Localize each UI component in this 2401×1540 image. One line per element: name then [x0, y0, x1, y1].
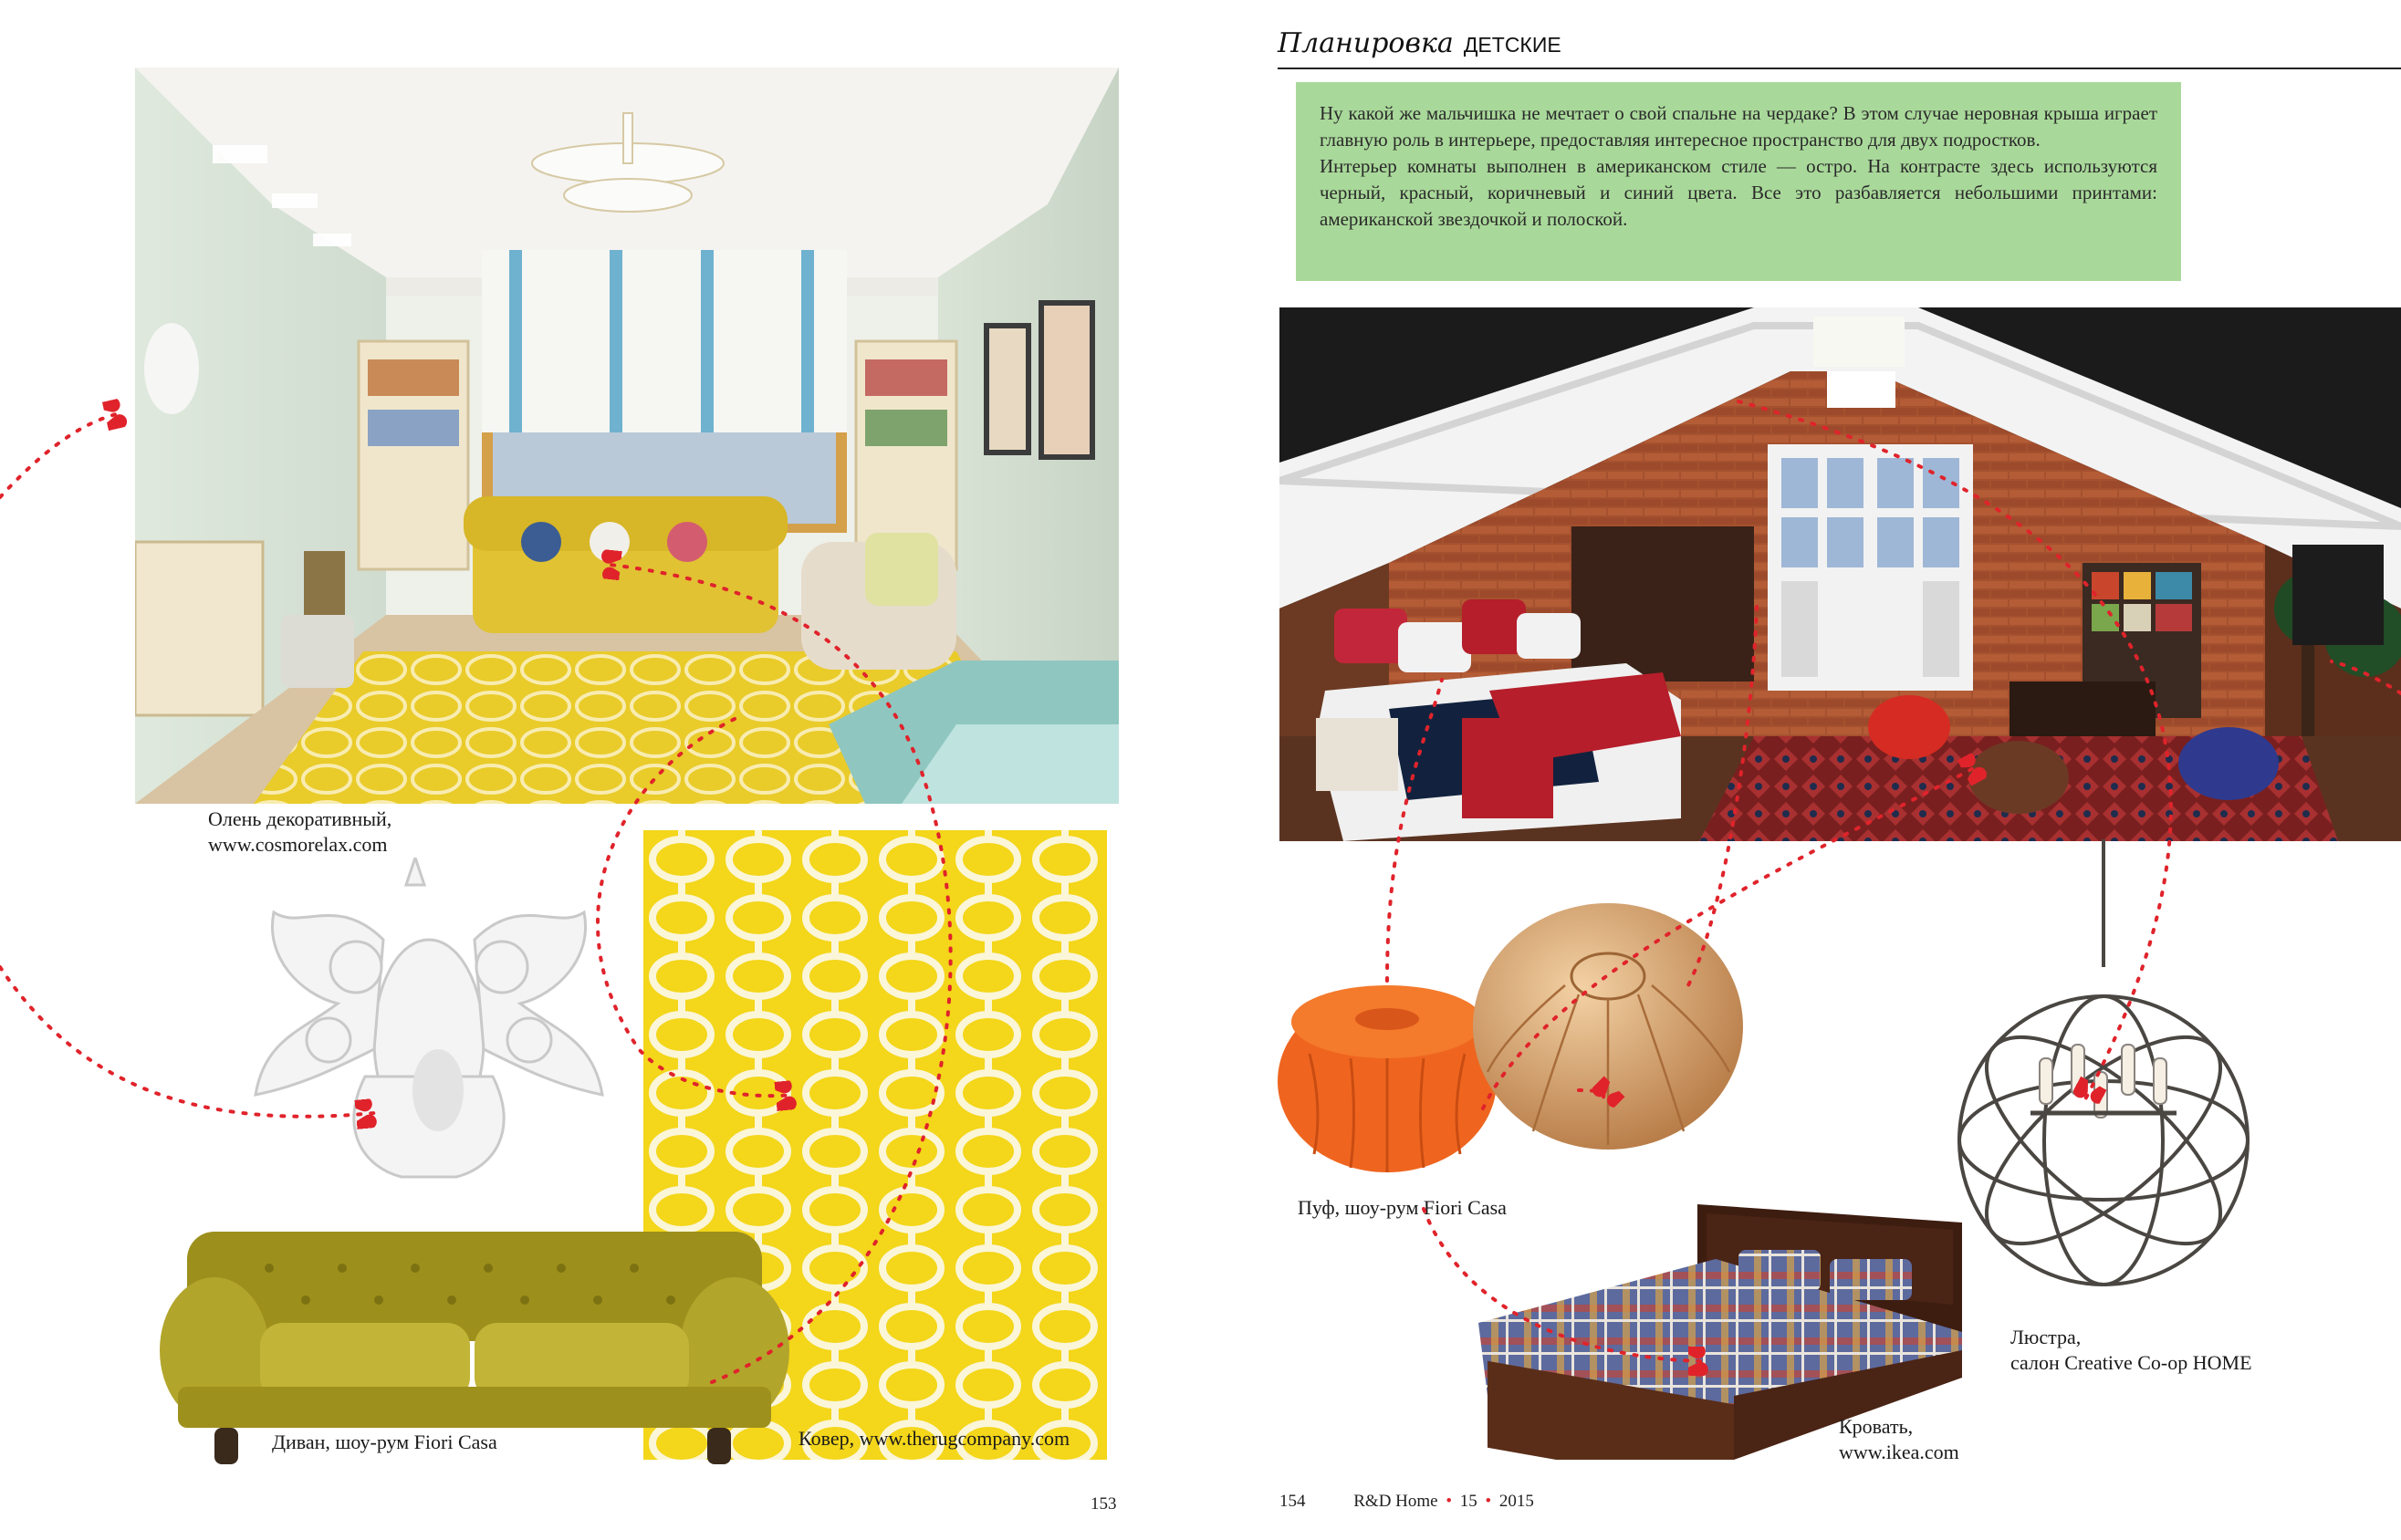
chandelier-caption	[2010, 1325, 2375, 1376]
deer-caption-line2: www.cosmorelax.com	[208, 833, 388, 856]
pouf-caption: Пуф, шоу-рум Fiori Casa	[1298, 1196, 1507, 1219]
girls-room-photo	[135, 68, 1119, 804]
intro-box	[1296, 82, 2181, 281]
issue-number: 15	[1459, 1492, 1477, 1511]
orange-pouf-image	[1273, 953, 1501, 1181]
gold-pouf-image	[1469, 899, 1748, 1154]
footer-separator-1: •	[1446, 1492, 1453, 1511]
bed-caption-line2: www.ikea.com	[1839, 1441, 1959, 1463]
intro-text	[1320, 100, 2157, 233]
arrow-deer-wall	[0, 412, 123, 497]
chandelier-caption-line1: Люстра,	[2010, 1326, 2082, 1348]
sofa-caption: Диван, шоу-рум Fiori Casa	[272, 1431, 497, 1453]
deer-caption-line1: Олень декоративный,	[208, 807, 392, 830]
rug-caption: Ковер, www.therugcompany.com	[799, 1427, 1070, 1450]
footer-separator-2: •	[1485, 1492, 1492, 1511]
chandelier-caption-line2: салон Creative Co-op HOME	[2010, 1351, 2252, 1374]
chandelier-image	[1948, 839, 2259, 1368]
attic-room-photo	[1279, 307, 2401, 841]
section-title: Планировка	[1278, 27, 1454, 59]
magazine-name: R&D Home	[1353, 1492, 1438, 1511]
bed-caption	[1839, 1414, 2067, 1465]
intro-paragraph-1: Ну какой же мальчишка не мечтает о свой спальне на чердаке? В этом случае неровная крыша играет главную роль в интерьере, предоставляя интересное пространство для двух подростков.	[1320, 102, 2157, 151]
right-footer	[1279, 1492, 1534, 1512]
bed-caption-line1: Кровать,	[1839, 1415, 1914, 1438]
intro-paragraph-2: Интерьер комнаты выполнен в американском стиле — остро. На контрасте здесь используются черный, красный, коричневый и синий цвета. Все это разбавляется небольшими принтами: американской звездочкой и полоской.	[1320, 155, 2157, 230]
deer-decor-image	[246, 858, 611, 1195]
deer-caption	[208, 806, 573, 858]
right-page-number: 154	[1279, 1492, 1306, 1511]
section-header	[1278, 27, 2401, 71]
left-page-number: 153	[1091, 1494, 1117, 1514]
header-rule	[1278, 68, 2401, 69]
section-subtitle: ДЕТСКИЕ	[1463, 33, 1561, 57]
issue-year: 2015	[1498, 1492, 1534, 1511]
